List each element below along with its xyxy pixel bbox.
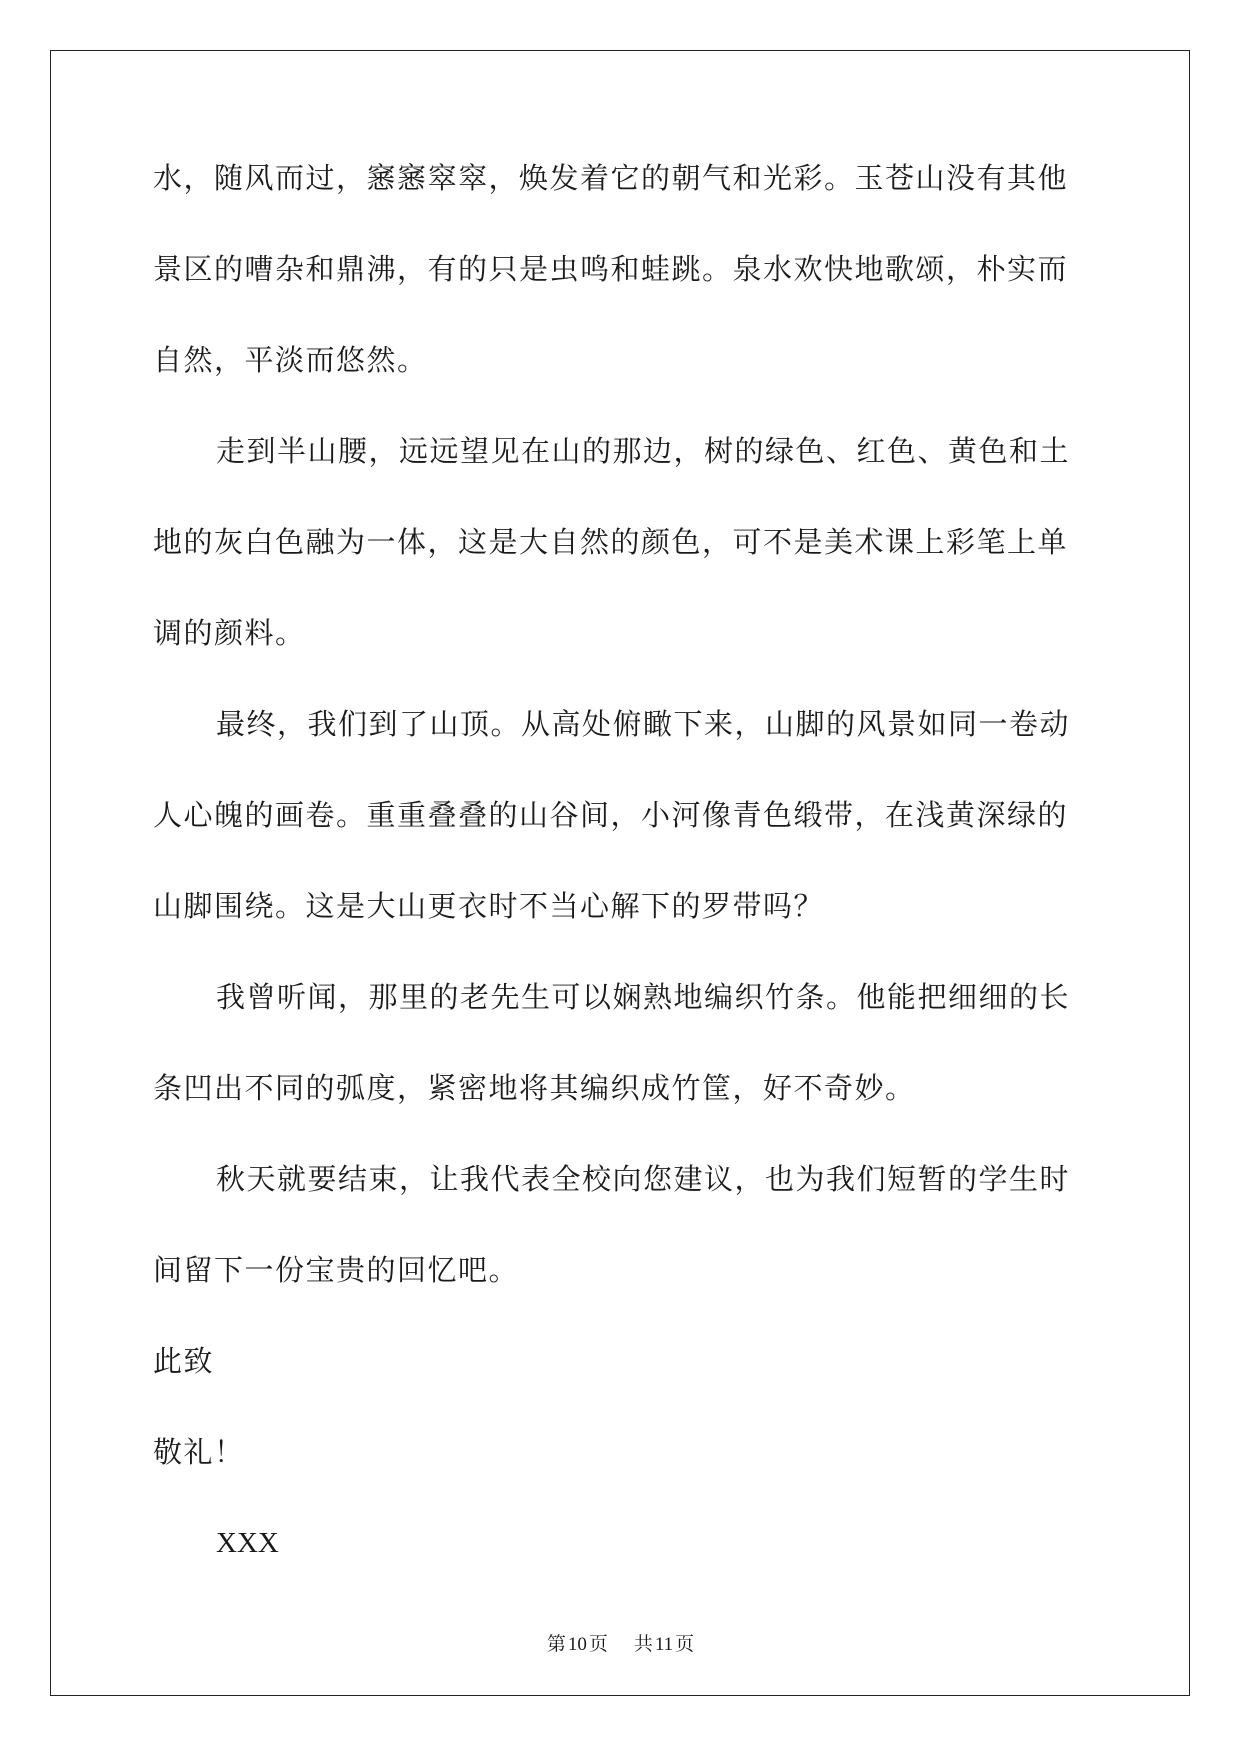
text-line: 条凹出不同的弧度，紧密地将其编织成竹筐，好不奇妙。 — [153, 1071, 916, 1105]
text-line: 人心魄的画卷。重重叠叠的山谷间，小河像青色缎带，在浅黄深绿的 — [153, 798, 1069, 832]
text-line: 地的灰白色融为一体，这是大自然的颜色，可不是美术课上彩笔上单 — [153, 525, 1069, 559]
text-line: 自然，平淡而悠然。 — [153, 343, 428, 377]
signature: XXX — [216, 1527, 279, 1559]
paragraph — [153, 160, 1089, 378]
text-line: 景区的嘈杂和鼎沸，有的只是虫鸣和蛙跳。泉水欢快地歌颂，朴实而 — [153, 252, 1069, 286]
paragraph — [153, 979, 1089, 1106]
paragraph — [153, 706, 1089, 924]
text-line: 间留下一份宝贵的回忆吧。 — [153, 1253, 520, 1287]
text-line: 我曾听闻，那里的老先生可以娴熟地编织竹条。他能把细细的长 — [216, 980, 1071, 1014]
text-line: 山脚围绕。这是大山更衣时不当心解下的罗带吗？ — [153, 889, 825, 923]
text-line: 水，随风而过，窸窸窣窣，焕发着它的朝气和光彩。玉苍山没有其他 — [153, 161, 1069, 195]
paragraph — [153, 1161, 1089, 1288]
paragraph — [153, 433, 1089, 651]
total-suffix: 页 — [675, 1633, 695, 1655]
page-suffix: 页 — [588, 1633, 608, 1655]
total-page-count: 11 — [654, 1634, 674, 1655]
total-prefix: 共 — [633, 1633, 653, 1655]
text-line: 调的颜料。 — [153, 616, 306, 650]
page-footer — [0, 1632, 1241, 1657]
text-line: 秋天就要结束，让我代表全校向您建议，也为我们短暂的学生时 — [216, 1162, 1071, 1196]
text-line: 最终，我们到了山顶。从高处俯瞰下来，山脚的风景如同一卷动 — [216, 707, 1071, 741]
closing-salutation: 此致 — [153, 1344, 215, 1378]
closing-regards: 敬礼！ — [153, 1435, 245, 1469]
text-line: 走到半山腰，远远望见在山的那边，树的绿色、红色、黄色和土 — [216, 434, 1071, 468]
letter-body — [153, 160, 1089, 1561]
current-page-number: 10 — [567, 1634, 587, 1655]
page-prefix: 第 — [546, 1633, 566, 1655]
